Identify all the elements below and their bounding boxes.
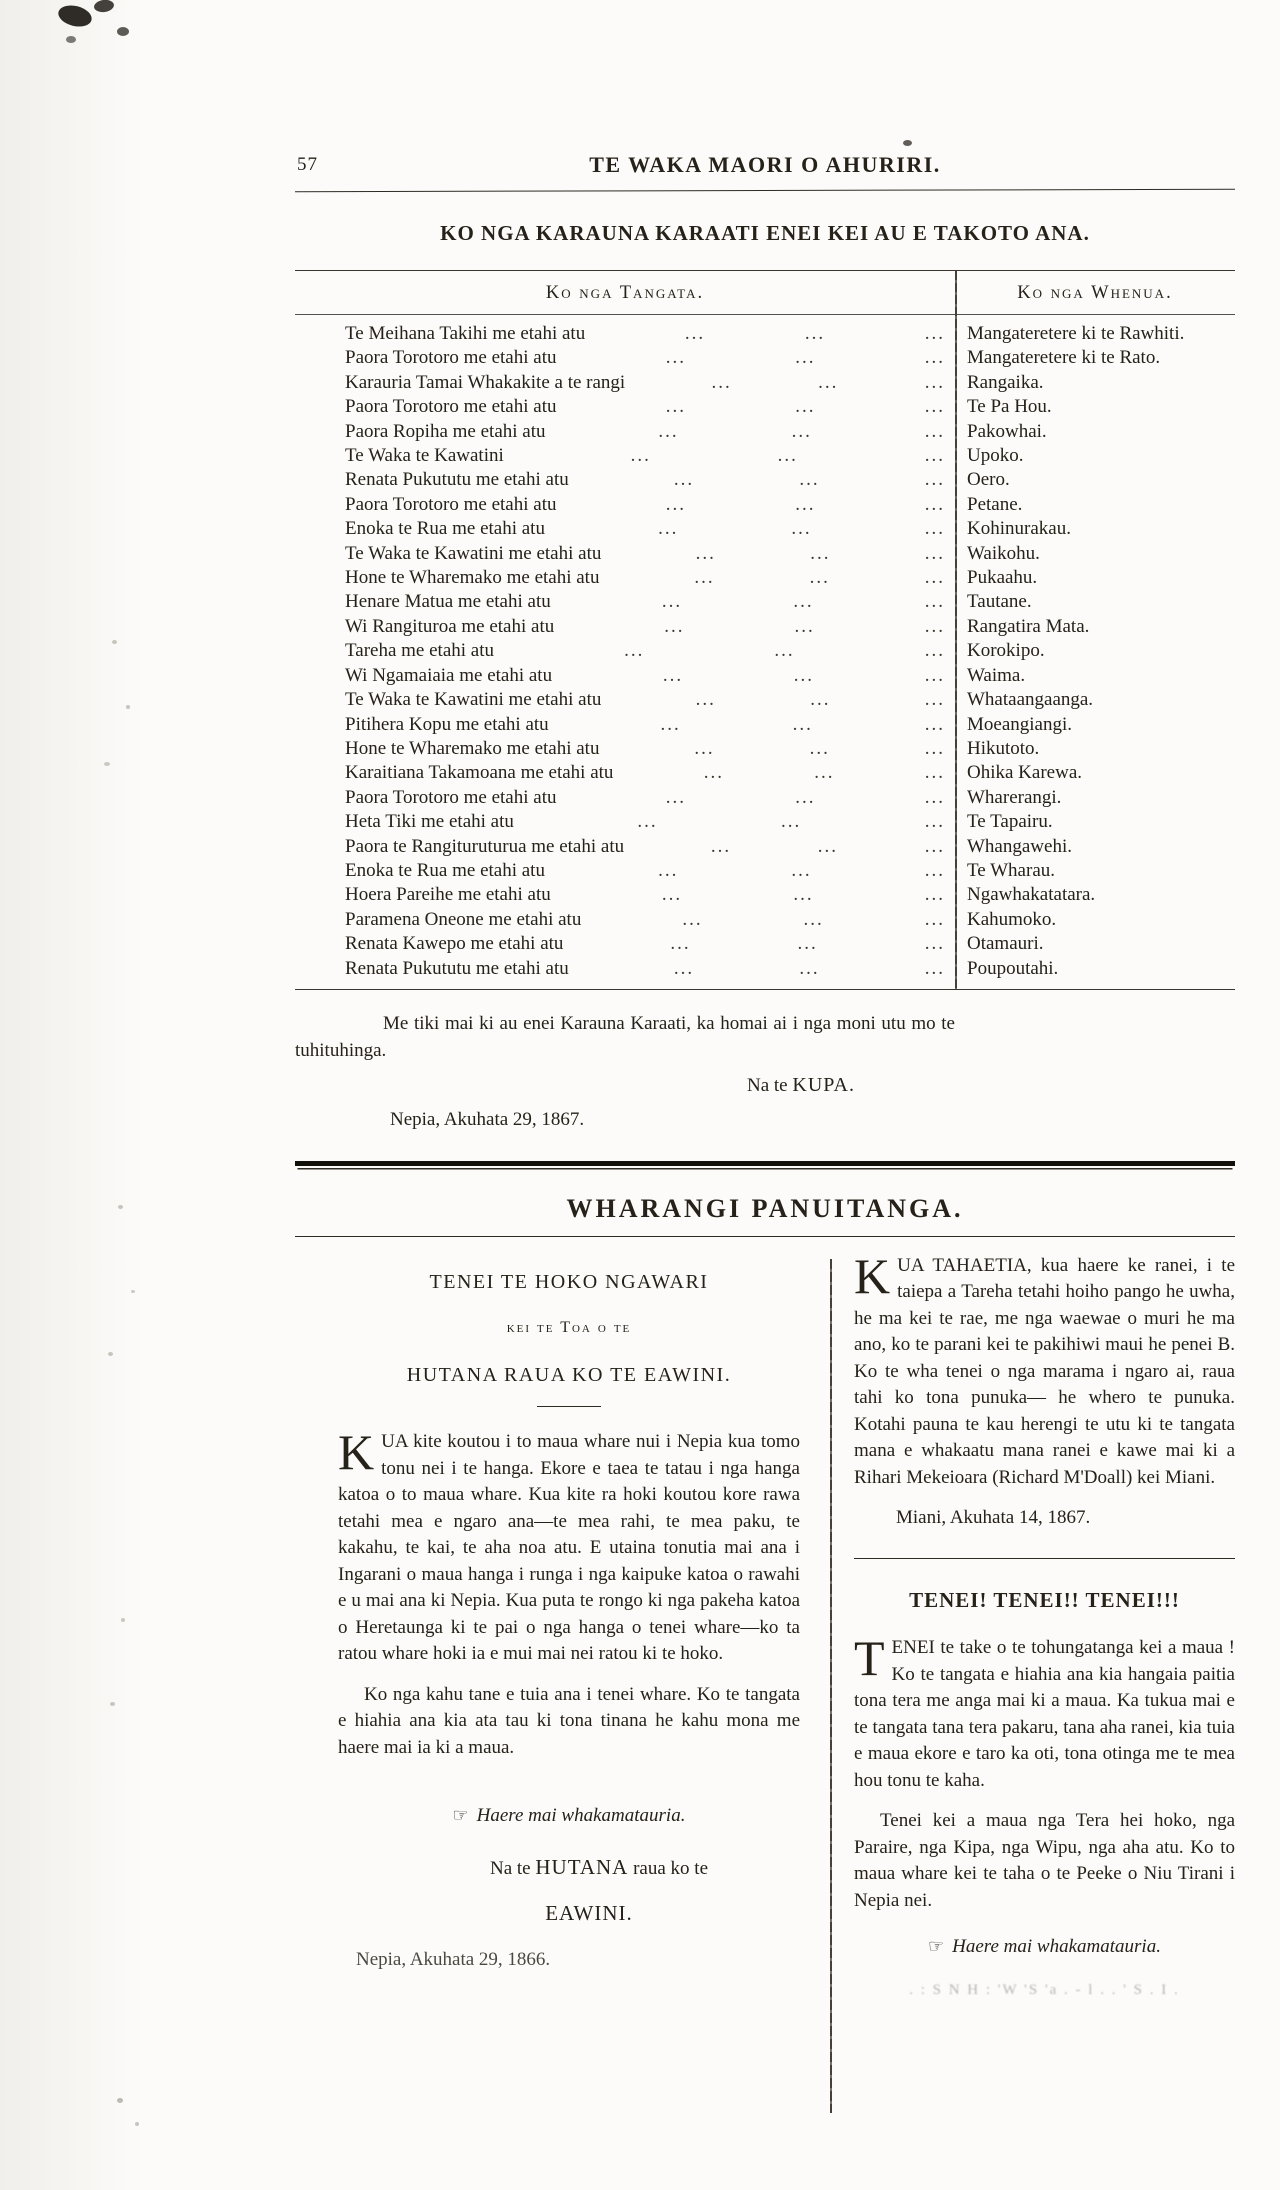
grantee-name-cell <box>295 883 955 907</box>
land-name: Mangateretere ki te Rato. <box>967 347 1161 369</box>
grantee-name-cell <box>295 420 955 444</box>
ad-left-paragraph-1 <box>338 1424 800 1668</box>
grantee-name: Paora te Rangituruturua me etahi atu <box>345 835 625 857</box>
land-name: Petane. <box>967 493 1023 515</box>
dot-leader: ... <box>684 323 706 344</box>
grants-rows <box>295 315 1235 989</box>
ad-right-paragraph-3: Tenei kei a maua nga Tera hei hoko, nga Paraire, nga Kipa, nga Wipu, nga aha atu. Ko to maua whare kei te taha o te Peeke o Niu Tirani i Nepia nei. <box>854 1810 1235 1911</box>
short-rule <box>537 1406 601 1407</box>
grant-row <box>295 468 1235 492</box>
signature-prefix: Na te <box>489 1857 531 1879</box>
dot-leader: ... <box>777 445 798 467</box>
dot-leader: ... <box>658 859 679 881</box>
grantee-name: Te Waka te Kawatini me etahi atu <box>345 689 602 711</box>
grant-row <box>295 908 1235 932</box>
grant-row <box>295 932 1235 956</box>
ad-right-paragraph-2-text: ENEI te take o te tohungatanga kei a maua ! Ko te tangata e hiahia ana kia hangaia paitia tona tera me anga mai ki a maua. Ka tukua mai e te tangata tana tera pakaru, tana aha ranei, kia tuia e maua ekore e taro ka oti, tona otinga me te mea hou tonu te kaha. <box>854 1637 1235 1791</box>
ad-right-heading: TENEI! TENEI!! TENEI!!! <box>909 1587 1180 1612</box>
grantee-name-cell <box>295 395 955 419</box>
scan-edge-shading <box>0 0 170 2190</box>
dot-leader: ... <box>803 908 824 930</box>
dot-leader: ... <box>924 713 945 735</box>
pointing-hand-icon: ☞ <box>452 1805 469 1827</box>
grantee-name-cell <box>295 786 955 810</box>
ink-blot <box>117 27 129 36</box>
ad-right-paragraph-1 <box>854 1247 1235 1492</box>
dot-leader: ... <box>774 640 795 662</box>
drop-cap: K <box>338 1424 375 1481</box>
ad-right-paragraph-2 <box>854 1630 1235 1794</box>
dot-leader: ... <box>924 640 945 662</box>
margin-speck <box>118 1205 123 1209</box>
grants-signature <box>295 1074 955 1097</box>
grant-row <box>295 395 1235 419</box>
margin-speck <box>121 1618 125 1622</box>
land-name: Moeangiangi. <box>967 713 1073 735</box>
ad-right-paragraph-1-text: UA TAHAETIA, kua haere ke ranei, i te taiepa a Tareha tetahi hoiho pango he uwha, he ma kei te rae, me nga waewae o muri he ma ano, ko te parani kei te pakihiwi maui he penei B. Ko te wha tenei o nga marama i ngaro ai, raua tahi ko tona punuka— he whero te punuka. Kotahi pauna te kau herengi te utu ki te tangata mana e whakaatu mana ranei e kawe mai ki a Rihari Mekeioara (Richard M'Doall) kei Miani. <box>854 1254 1235 1488</box>
ads-columns <box>295 1247 1235 2153</box>
ad-left-signature-line-2: EAWINI. <box>545 1901 633 1926</box>
grant-row <box>295 493 1235 517</box>
ad-left-column <box>295 1253 830 2153</box>
dot-leader: ... <box>792 713 813 735</box>
grantee-name: Paora Torotoro me etahi atu <box>345 493 557 515</box>
dot-leader: ... <box>924 689 945 711</box>
drop-cap: T <box>854 1630 885 1687</box>
ad-left-paragraph-2: Ko nga kahu tane e tuia ana i tenei whare. Ko te tangata e hiahia ana kia ata tau ki tona tinana he kahu mona me haere mai ia ki a maua. <box>338 1683 800 1758</box>
ink-speck <box>903 140 912 146</box>
dot-leader: ... <box>924 493 945 515</box>
dot-leader: ... <box>665 347 686 369</box>
column-header-people: Ko nga Tangata. <box>545 283 705 303</box>
grant-row <box>295 761 1235 785</box>
grant-row <box>295 810 1235 834</box>
dot-leader: ... <box>658 420 679 442</box>
dot-leader: ... <box>665 786 686 808</box>
dot-leader: ... <box>694 737 715 759</box>
grantee-name-cell <box>295 835 955 859</box>
grantee-name: Hone te Wharemako me etahi atu <box>345 737 600 759</box>
grant-row <box>295 883 1235 907</box>
grantee-name: Renata Pukututu me etahi atu <box>345 957 569 979</box>
dot-leader: ... <box>795 396 816 418</box>
grantee-name: Karaitiana Takamoana me etahi atu <box>345 762 614 784</box>
ads-title-rule <box>295 1236 1235 1237</box>
grantee-name-cell <box>295 761 955 785</box>
grantee-name: Paora Torotoro me etahi atu <box>345 347 557 369</box>
masthead-title: TE WAKA MAORI O AHURIRI. <box>589 152 941 177</box>
dot-leader: ... <box>665 493 686 515</box>
dot-leader: ... <box>924 420 946 442</box>
ad-left-tagline <box>338 1803 800 1830</box>
dot-leader: ... <box>924 371 945 393</box>
ads-column-divider <box>830 1259 832 2113</box>
dot-leader: ... <box>795 347 816 369</box>
dot-leader: ... <box>791 420 812 442</box>
ad-right-column <box>830 1247 1235 2153</box>
grantee-name-cell <box>295 346 955 370</box>
dot-leader: ... <box>682 908 703 930</box>
dot-leader: ... <box>809 567 830 589</box>
running-head <box>295 150 1235 184</box>
dot-leader: ... <box>818 371 839 393</box>
dot-leader: ... <box>673 469 695 491</box>
land-name: Ngawhakatatara. <box>967 884 1096 906</box>
margin-speck <box>131 1290 135 1293</box>
grants-table-header <box>295 271 1235 315</box>
dot-leader: ... <box>793 664 815 686</box>
dot-leader: ... <box>924 542 945 564</box>
dot-leader: ... <box>670 933 691 955</box>
grantee-name-cell <box>295 615 955 639</box>
dot-leader: ... <box>924 884 945 906</box>
tagline-text: Haere mai whakamatauria. <box>476 1805 686 1827</box>
margin-speck <box>126 705 130 709</box>
grants-footer <box>295 1010 955 1131</box>
grantee-name-cell <box>295 859 955 883</box>
dot-leader: ... <box>711 371 732 393</box>
dot-leader: ... <box>799 469 820 491</box>
grantee-name-cell <box>295 713 955 737</box>
grants-note: Me tiki mai ki au enei Karauna Karaati, ka homai ai i nga moni utu mo te tuhituhinga. <box>295 1012 955 1061</box>
dot-leader: ... <box>924 591 945 613</box>
land-name: Whataangaanga. <box>967 689 1094 711</box>
grantee-name-cell <box>295 664 955 688</box>
grantee-name: Te Waka te Kawatini me etahi atu <box>345 542 602 564</box>
dot-leader: ... <box>924 957 945 979</box>
dot-leader: ... <box>637 811 658 833</box>
signature-suffix: raua ko te <box>633 1857 708 1879</box>
land-name: Waima. <box>967 664 1026 686</box>
dot-leader: ... <box>799 957 820 979</box>
grant-row <box>295 346 1235 370</box>
signature-prefix: Na te <box>747 1074 788 1096</box>
signature-name: HUTANA <box>535 1854 629 1879</box>
grantee-name-cell <box>295 493 955 517</box>
dot-leader: ... <box>793 884 814 906</box>
grantee-name: Tareha me etahi atu <box>345 640 495 662</box>
land-name: Te Pa Hou. <box>967 396 1052 418</box>
dot-leader: ... <box>924 518 945 540</box>
masthead-rule <box>295 189 1235 192</box>
land-name: Tautane. <box>967 591 1032 613</box>
grantee-name: Hoera Pareihe me etahi atu <box>345 884 551 906</box>
dot-leader: ... <box>793 591 814 613</box>
ad-left-signature-line-1 <box>338 1854 800 1883</box>
grant-row <box>295 371 1235 395</box>
grant-row <box>295 688 1235 712</box>
dot-leader: ... <box>924 859 945 881</box>
dot-leader: ... <box>924 762 946 784</box>
grantee-name: Hone te Wharemako me etahi atu <box>345 567 600 589</box>
grantee-name-cell <box>295 468 955 492</box>
land-name: Korokipo. <box>967 640 1045 662</box>
dot-leader: ... <box>809 737 830 759</box>
ink-blot <box>66 36 76 43</box>
dot-leader: ... <box>924 908 945 930</box>
tagline-text: Haere mai whakamatauria. <box>952 1936 1161 1958</box>
grants-dateline: Nepia, Akuhata 29, 1867. <box>390 1108 585 1130</box>
margin-speck <box>104 762 110 766</box>
land-name: Waikohu. <box>967 542 1040 564</box>
grant-row <box>295 542 1235 566</box>
dot-leader: ... <box>661 884 683 906</box>
land-name: Whangawehi. <box>967 835 1072 857</box>
dot-leader: ... <box>791 859 812 881</box>
dot-leader: ... <box>794 615 815 637</box>
grant-row <box>295 859 1235 883</box>
grant-row <box>295 664 1235 688</box>
grantee-name: Paramena Oneone me etahi atu <box>345 908 582 930</box>
grant-row <box>295 639 1235 663</box>
grant-row <box>295 737 1235 761</box>
dot-leader: ... <box>665 396 686 418</box>
dot-leader: ... <box>695 689 716 711</box>
dot-leader: ... <box>662 664 684 686</box>
grantee-name: Te Waka te Kawatini <box>345 445 504 467</box>
section-divider-rule <box>295 1161 1235 1168</box>
land-name: Rangaika. <box>967 371 1044 393</box>
grant-row <box>295 322 1235 346</box>
dot-leader: ... <box>795 493 816 515</box>
grantee-name-cell <box>295 932 955 956</box>
grantee-name-cell <box>295 322 955 346</box>
dot-leader: ... <box>660 713 681 735</box>
dot-leader: ... <box>795 786 816 808</box>
land-name: Oero. <box>967 469 1010 491</box>
column-header-lands: Ko nga Whenua. <box>1017 283 1173 303</box>
grantee-name: Pitihera Kopu me etahi atu <box>345 713 549 735</box>
grantee-name-cell <box>295 444 955 468</box>
grant-row <box>295 566 1235 590</box>
grant-row <box>295 615 1235 639</box>
land-name: Kahumoko. <box>967 908 1057 930</box>
ad-left-paragraph-1-text: UA kite koutou i to maua whare nui i Nepia kua tomo tonu nei i te hanga. Ekore e taea te tatau i nga hanga katoa o to maua whare. Kua kite ra hoki koutou kore rawa tetahi mea e ngaro ana—te mea rahi, te mea paku, te kakahu, te kai, te aha noa atu. E utaina tonutia mai ana i Ingarani o maua hanga i runga i nga kaipuke katoa o rawahi e u mai ana ki Nepia. Kua puta te rongo ki nga pakeha katoa o Heretaunga ki te pai o nga hanga o tenei whare—ko ta ratou whare hoki ia e mui mai nei ratou ki te hoko. <box>338 1431 800 1665</box>
dot-leader: ... <box>661 591 683 613</box>
dot-leader: ... <box>810 542 831 564</box>
grantee-name-cell <box>295 737 955 761</box>
grantee-name: Paora Torotoro me etahi atu <box>345 786 557 808</box>
dot-leader: ... <box>924 737 945 759</box>
table-column-divider <box>955 271 957 989</box>
grantee-name: Paora Torotoro me etahi atu <box>345 396 557 418</box>
dot-leader: ... <box>924 615 945 637</box>
signature-name: KUPA. <box>792 1073 855 1096</box>
grantee-name: Paora Ropiha me etahi atu <box>345 420 546 442</box>
grantee-name: Enoka te Rua me etahi atu <box>345 859 545 881</box>
dot-leader: ... <box>924 835 946 857</box>
ad-left-heading-2: kei te Toa o te <box>506 1319 632 1337</box>
grantee-name: Enoka te Rua me etahi atu <box>345 518 545 540</box>
land-name: Otamauri. <box>967 933 1044 955</box>
land-name: Te Wharau. <box>967 859 1055 881</box>
grant-row <box>295 590 1235 614</box>
grantee-name: Karauria Tamai Whakakite a te rangi <box>345 371 626 393</box>
grants-title: KO NGA KARAUNA KARAATI ENEI KEI AU E TAKOTO ANA. <box>440 221 1090 245</box>
grant-row <box>295 420 1235 444</box>
land-name: Te Tapairu. <box>967 811 1053 833</box>
land-name: Mangateretere ki te Rawhiti. <box>967 323 1185 344</box>
grant-row <box>295 786 1235 810</box>
dot-leader: ... <box>791 518 812 540</box>
land-name: Pukaahu. <box>967 567 1038 589</box>
grantee-name-cell <box>295 590 955 614</box>
margin-speck <box>135 2122 139 2126</box>
dot-leader: ... <box>804 323 826 344</box>
dot-leader: ... <box>924 396 945 418</box>
land-name: Kohinurakau. <box>967 518 1071 540</box>
margin-speck <box>108 1352 113 1356</box>
ad-right-dateline: Miani, Akuhata 14, 1867. <box>896 1507 1091 1529</box>
margin-speck <box>112 640 117 644</box>
land-name: Ohika Karewa. <box>967 762 1083 784</box>
drop-cap: K <box>854 1247 891 1304</box>
grantee-name-cell <box>295 542 955 566</box>
grantee-name: Heta Tiki me etahi atu <box>345 811 514 833</box>
dot-leader: ... <box>673 957 695 979</box>
grantee-name-cell <box>295 566 955 590</box>
ad-left-heading-3: HUTANA RAUA KO TE EAWINI. <box>406 1363 732 1386</box>
grantee-name-cell <box>295 371 955 395</box>
grantee-name-cell <box>295 688 955 712</box>
page-number: 57 <box>297 154 318 175</box>
dot-leader: ... <box>797 933 818 955</box>
grants-table <box>295 270 1235 990</box>
dot-leader: ... <box>924 811 945 833</box>
dot-leader: ... <box>924 567 945 589</box>
grantee-name-cell <box>295 908 955 932</box>
dot-leader: ... <box>624 640 645 662</box>
ad-column-rule <box>854 1558 1235 1559</box>
grant-row <box>295 713 1235 737</box>
ad-right-tagline <box>854 1934 1235 1961</box>
margin-speck <box>117 2098 123 2103</box>
grant-row <box>295 957 1235 981</box>
dot-leader: ... <box>817 835 839 857</box>
grantee-name: Renata Pukututu me etahi atu <box>345 469 569 491</box>
land-name: Poupoutahi. <box>967 957 1059 979</box>
grantee-name: Wi Ngamaiaia me etahi atu <box>345 664 553 686</box>
dot-leader: ... <box>924 323 945 344</box>
dot-leader: ... <box>694 567 715 589</box>
dot-leader: ... <box>630 445 651 467</box>
dot-leader: ... <box>814 762 835 784</box>
dot-leader: ... <box>924 347 945 369</box>
land-name: Hikutoto. <box>967 737 1040 759</box>
dot-leader: ... <box>695 542 716 564</box>
dot-leader: ... <box>924 445 945 467</box>
dot-leader: ... <box>710 835 732 857</box>
land-name: Rangatira Mata. <box>967 615 1090 637</box>
ads-section-title: WHARANGI PANUITANGA. <box>566 1193 964 1223</box>
land-name: Pakowhai. <box>967 420 1047 442</box>
dot-leader: ... <box>658 518 679 540</box>
dot-leader: ... <box>924 933 945 955</box>
dot-leader: ... <box>924 469 945 491</box>
grantee-name: Wi Rangituroa me etahi atu <box>345 615 555 637</box>
grant-row <box>295 444 1235 468</box>
grantee-name-cell <box>295 957 955 981</box>
grantee-name: Henare Matua me etahi atu <box>345 591 551 613</box>
dot-leader: ... <box>781 811 802 833</box>
ad-left-heading-1: TENEI TE HOKO NGAWARI <box>429 1270 709 1293</box>
grantee-name-cell <box>295 810 955 834</box>
dot-leader: ... <box>664 615 685 637</box>
grantee-name-cell <box>295 639 955 663</box>
land-name: Wharerangi. <box>967 786 1062 808</box>
grantee-name: Renata Kawepo me etahi atu <box>345 933 564 955</box>
grant-row <box>295 835 1235 859</box>
grant-row <box>295 517 1235 541</box>
illegible-faded-line: . : S N H : 'W 'S 'a . - l . . ' S . I . <box>909 1981 1180 1998</box>
dot-leader: ... <box>924 664 945 686</box>
land-name: Upoko. <box>967 445 1024 467</box>
dot-leader: ... <box>810 689 831 711</box>
ad-left-dateline: Nepia, Akuhata 29, 1866. <box>356 1948 551 1970</box>
pointing-hand-icon: ☞ <box>928 1936 945 1958</box>
margin-speck <box>110 1702 115 1706</box>
grantee-name-cell <box>295 517 955 541</box>
printed-area <box>295 150 1235 2153</box>
dot-leader: ... <box>703 762 724 784</box>
dot-leader: ... <box>924 786 945 808</box>
grantee-name: Te Meihana Takihi me etahi atu <box>345 323 586 344</box>
